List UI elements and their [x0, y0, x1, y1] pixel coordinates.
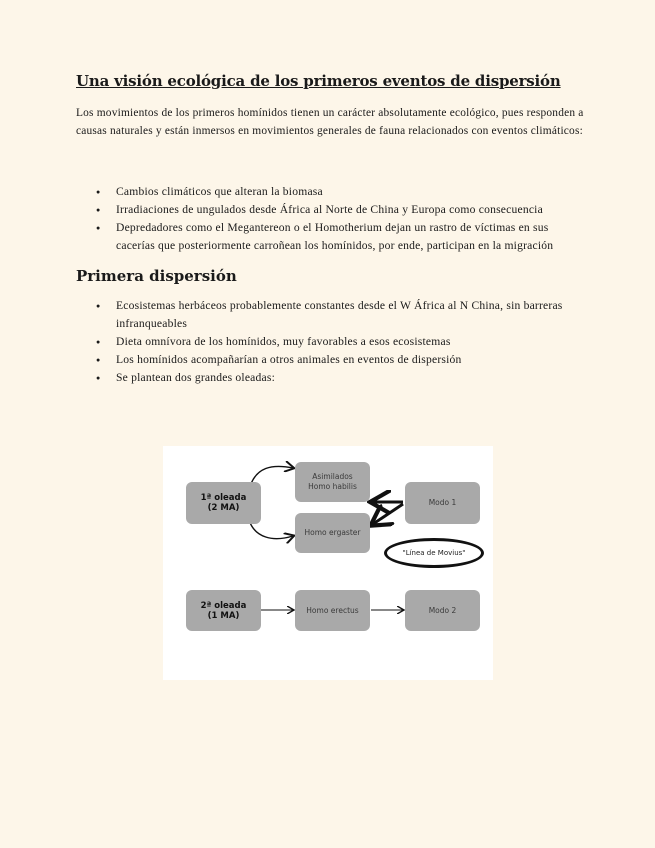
ergaster-box: Homo ergaster	[295, 513, 370, 553]
document-body	[76, 72, 586, 387]
section-title: Primera dispersión	[76, 267, 237, 285]
dispersal-diagram	[163, 446, 493, 680]
list-item: ● Ecosistemas herbáceos probablemente constantes desde el W África al N China, sin barreras infranqueables	[76, 297, 586, 333]
erectus-box: Homo erectus	[295, 590, 370, 631]
first-dispersal-list	[76, 297, 586, 387]
climate-factors-list	[76, 183, 586, 255]
list-item: ● Se plantean dos grandes oleadas:	[76, 369, 586, 387]
list-item: ● Los homínidos acompañarían a otros animales en eventos de dispersión	[76, 351, 586, 369]
modo2-box: Modo 2	[405, 590, 480, 631]
wave1-box: 1ª oleada (2 MA)	[186, 482, 261, 524]
movius-line-label: "Línea de Movius"	[384, 538, 484, 568]
list-item: ● Irradiaciones de ungulados desde África al Norte de China y Europa como consecuencia	[76, 201, 586, 219]
page-title: Una visión ecológica de los primeros eventos de dispersión	[76, 72, 561, 90]
asimilados-box: Asimilados Homo habilis	[295, 462, 370, 502]
arrow-modo1-ergaster	[373, 504, 403, 524]
list-item: ● Cambios climáticos que alteran la biomasa	[76, 183, 586, 201]
list-item: ● Dieta omnívora de los homínidos, muy favorables a esos ecosistemas	[76, 333, 586, 351]
intro-paragraph: Los movimientos de los primeros homínidos tienen un carácter absolutamente ecológico, pues responden a causas naturales y están inmersos en movimientos generales de fauna relacionados con eventos climáticos:	[76, 107, 584, 137]
modo1-box: Modo 1	[405, 482, 480, 524]
list-item: ● Depredadores como el Megantereon o el Homotherium dejan un rastro de víctimas en sus cacerías que posteriormente carroñean los homínidos, por ende, participan en la migración	[76, 219, 586, 255]
wave2-box: 2ª oleada (1 MA)	[186, 590, 261, 631]
